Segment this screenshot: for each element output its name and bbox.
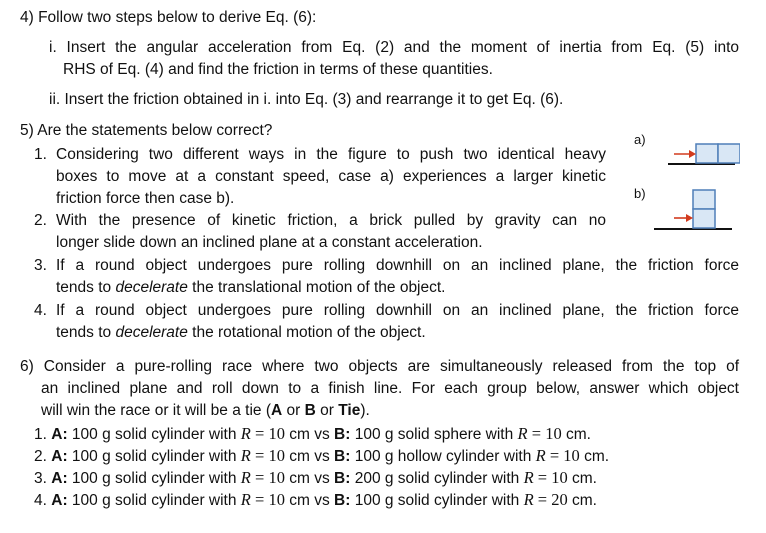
q6-or-2: or <box>315 402 339 419</box>
q6-item-a-label: A: <box>51 492 68 509</box>
q6-line3-end: ). <box>360 402 370 419</box>
box-a-left <box>696 144 718 163</box>
q5-s3-text-b: the translational motion of the object. <box>187 279 446 296</box>
box-b-bottom <box>693 209 715 228</box>
equals: = <box>545 446 564 465</box>
q6-item-a-radius: 10 <box>268 468 285 487</box>
q6-item-b-unit: cm. <box>567 492 597 509</box>
q6-item-a-text: 100 g solid cylinder with <box>67 448 241 465</box>
q6-option-tie: Tie <box>338 402 361 419</box>
q6-item-b-label: B: <box>334 448 351 465</box>
q6-item-a-text: 100 g solid cylinder with <box>67 426 241 443</box>
q6-item-b-radius: 10 <box>551 468 568 487</box>
q5-s3-line2 <box>56 278 446 298</box>
q5-s3-emphasis: decelerate <box>115 279 188 296</box>
q5-s1-line3: friction force then case b). <box>56 190 235 207</box>
q6-item-a-unit: cm vs <box>284 470 335 487</box>
q6-item-b-unit: cm. <box>567 470 597 487</box>
q4-step-i-line2: RHS of Eq. (4) and find the friction in terms of these quantities. <box>63 61 493 78</box>
q5-s4-number: 4. <box>34 302 47 319</box>
var-r: R <box>523 490 534 509</box>
q6-item-b-radius: 10 <box>563 446 580 465</box>
q6-item-b-radius: 20 <box>551 490 568 509</box>
q6-item-a-text: 100 g solid cylinder with <box>67 470 241 487</box>
var-r: R <box>535 446 546 465</box>
q5-s4-text-b: the rotational motion of the object. <box>187 324 426 341</box>
q5-s1-line1: Considering two different ways in the figure to push two identical heavy <box>56 146 606 163</box>
q6-item-a-unit: cm vs <box>284 426 335 443</box>
q6-item-b-text: 100 g solid cylinder with <box>350 492 524 509</box>
q6-item-3 <box>34 468 597 489</box>
q6-item-1 <box>34 424 591 445</box>
q6-item-a-unit: cm vs <box>284 492 335 509</box>
q5-s4-line2 <box>56 323 426 343</box>
q6-line2: an inclined plane and roll down to a finish line. For each group below, answer which object <box>41 380 739 397</box>
q5-s1-number: 1. <box>34 146 47 163</box>
var-r: R <box>240 424 251 443</box>
q6-line3 <box>41 401 370 421</box>
equals: = <box>250 490 269 509</box>
q4-step-i-line1: i. Insert the angular acceleration from Eq. (2) and the moment of inertia from Eq. (5) into <box>49 39 739 56</box>
q5-s2-line2: longer slide down an inclined plane at a constant acceleration. <box>56 234 483 251</box>
equals: = <box>533 468 552 487</box>
q6-item-b-text: 100 g solid sphere with <box>350 426 518 443</box>
q6-or-1: or <box>282 402 305 419</box>
box-a-right <box>718 144 740 163</box>
var-r: R <box>517 424 528 443</box>
q5-s4-line1: If a round object undergoes pure rolling downhill on an inclined plane, the friction force <box>56 302 739 319</box>
q6-item-2 <box>34 446 609 467</box>
q4-title: 4) Follow two steps below to derive Eq. (6): <box>20 9 317 26</box>
q6-line1: 6) Consider a pure-rolling race where two objects are simultaneously released from the top of <box>20 358 739 375</box>
q5-s2-number: 2. <box>34 212 47 229</box>
q6-item-b-text: 100 g hollow cylinder with <box>350 448 536 465</box>
var-r: R <box>240 490 251 509</box>
fig-label-b: b) <box>634 186 646 201</box>
equals: = <box>250 424 269 443</box>
push-arrow-a-head <box>689 150 696 158</box>
q6-item-b-label: B: <box>334 492 351 509</box>
q6-item-a-radius: 10 <box>268 424 285 443</box>
q6-item-b-label: B: <box>334 470 351 487</box>
q6-item-b-radius: 10 <box>545 424 562 443</box>
q5-s3-number: 3. <box>34 257 47 274</box>
box-b-top <box>693 190 715 209</box>
q5-s3-text-a: tends to <box>56 279 116 296</box>
q5-title: 5) Are the statements below correct? <box>20 122 273 139</box>
q6-item-a-label: A: <box>51 426 68 443</box>
var-r: R <box>523 468 534 487</box>
q5-s2-line1: With the presence of kinetic friction, a brick pulled by gravity can no <box>56 212 606 229</box>
equals: = <box>527 424 546 443</box>
q6-line3-text: will win the race or it will be a tie ( <box>41 402 271 419</box>
q6-item-a-label: A: <box>51 448 68 465</box>
fig-label-a: a) <box>634 132 646 147</box>
q6-item-number: 1. <box>34 426 47 443</box>
equals: = <box>250 446 269 465</box>
fig-drawing <box>630 128 740 238</box>
q6-option-b: B <box>304 402 316 419</box>
q5-s3-line1: If a round object undergoes pure rolling downhill on an inclined plane, the friction force <box>56 257 739 274</box>
q6-option-a: A <box>271 402 283 419</box>
q6-item-b-label: B: <box>334 426 351 443</box>
q6-item-a-unit: cm vs <box>284 448 335 465</box>
var-r: R <box>240 468 251 487</box>
equals: = <box>533 490 552 509</box>
q6-item-4 <box>34 490 597 511</box>
pushing-boxes-figure <box>630 128 740 238</box>
q6-item-a-text: 100 g solid cylinder with <box>67 492 241 509</box>
q6-item-number: 4. <box>34 492 47 509</box>
q6-item-a-label: A: <box>51 470 68 487</box>
q4-step-ii: ii. Insert the friction obtained in i. into Eq. (3) and rearrange it to get Eq. (6). <box>49 91 564 108</box>
q6-item-number: 3. <box>34 470 47 487</box>
equals: = <box>250 468 269 487</box>
q6-item-b-text: 200 g solid cylinder with <box>350 470 524 487</box>
push-arrow-b-head <box>686 214 693 222</box>
q6-item-a-radius: 10 <box>268 490 285 509</box>
q5-s4-emphasis: decelerate <box>115 324 188 341</box>
q6-item-number: 2. <box>34 448 47 465</box>
q5-s1-line2: boxes to move at a constant speed, case a) experiences a larger kinetic <box>56 168 606 185</box>
q6-item-b-unit: cm. <box>561 426 591 443</box>
q6-item-b-unit: cm. <box>579 448 610 465</box>
var-r: R <box>240 446 251 465</box>
q5-s4-text-a: tends to <box>56 324 116 341</box>
q6-item-a-radius: 10 <box>268 446 285 465</box>
